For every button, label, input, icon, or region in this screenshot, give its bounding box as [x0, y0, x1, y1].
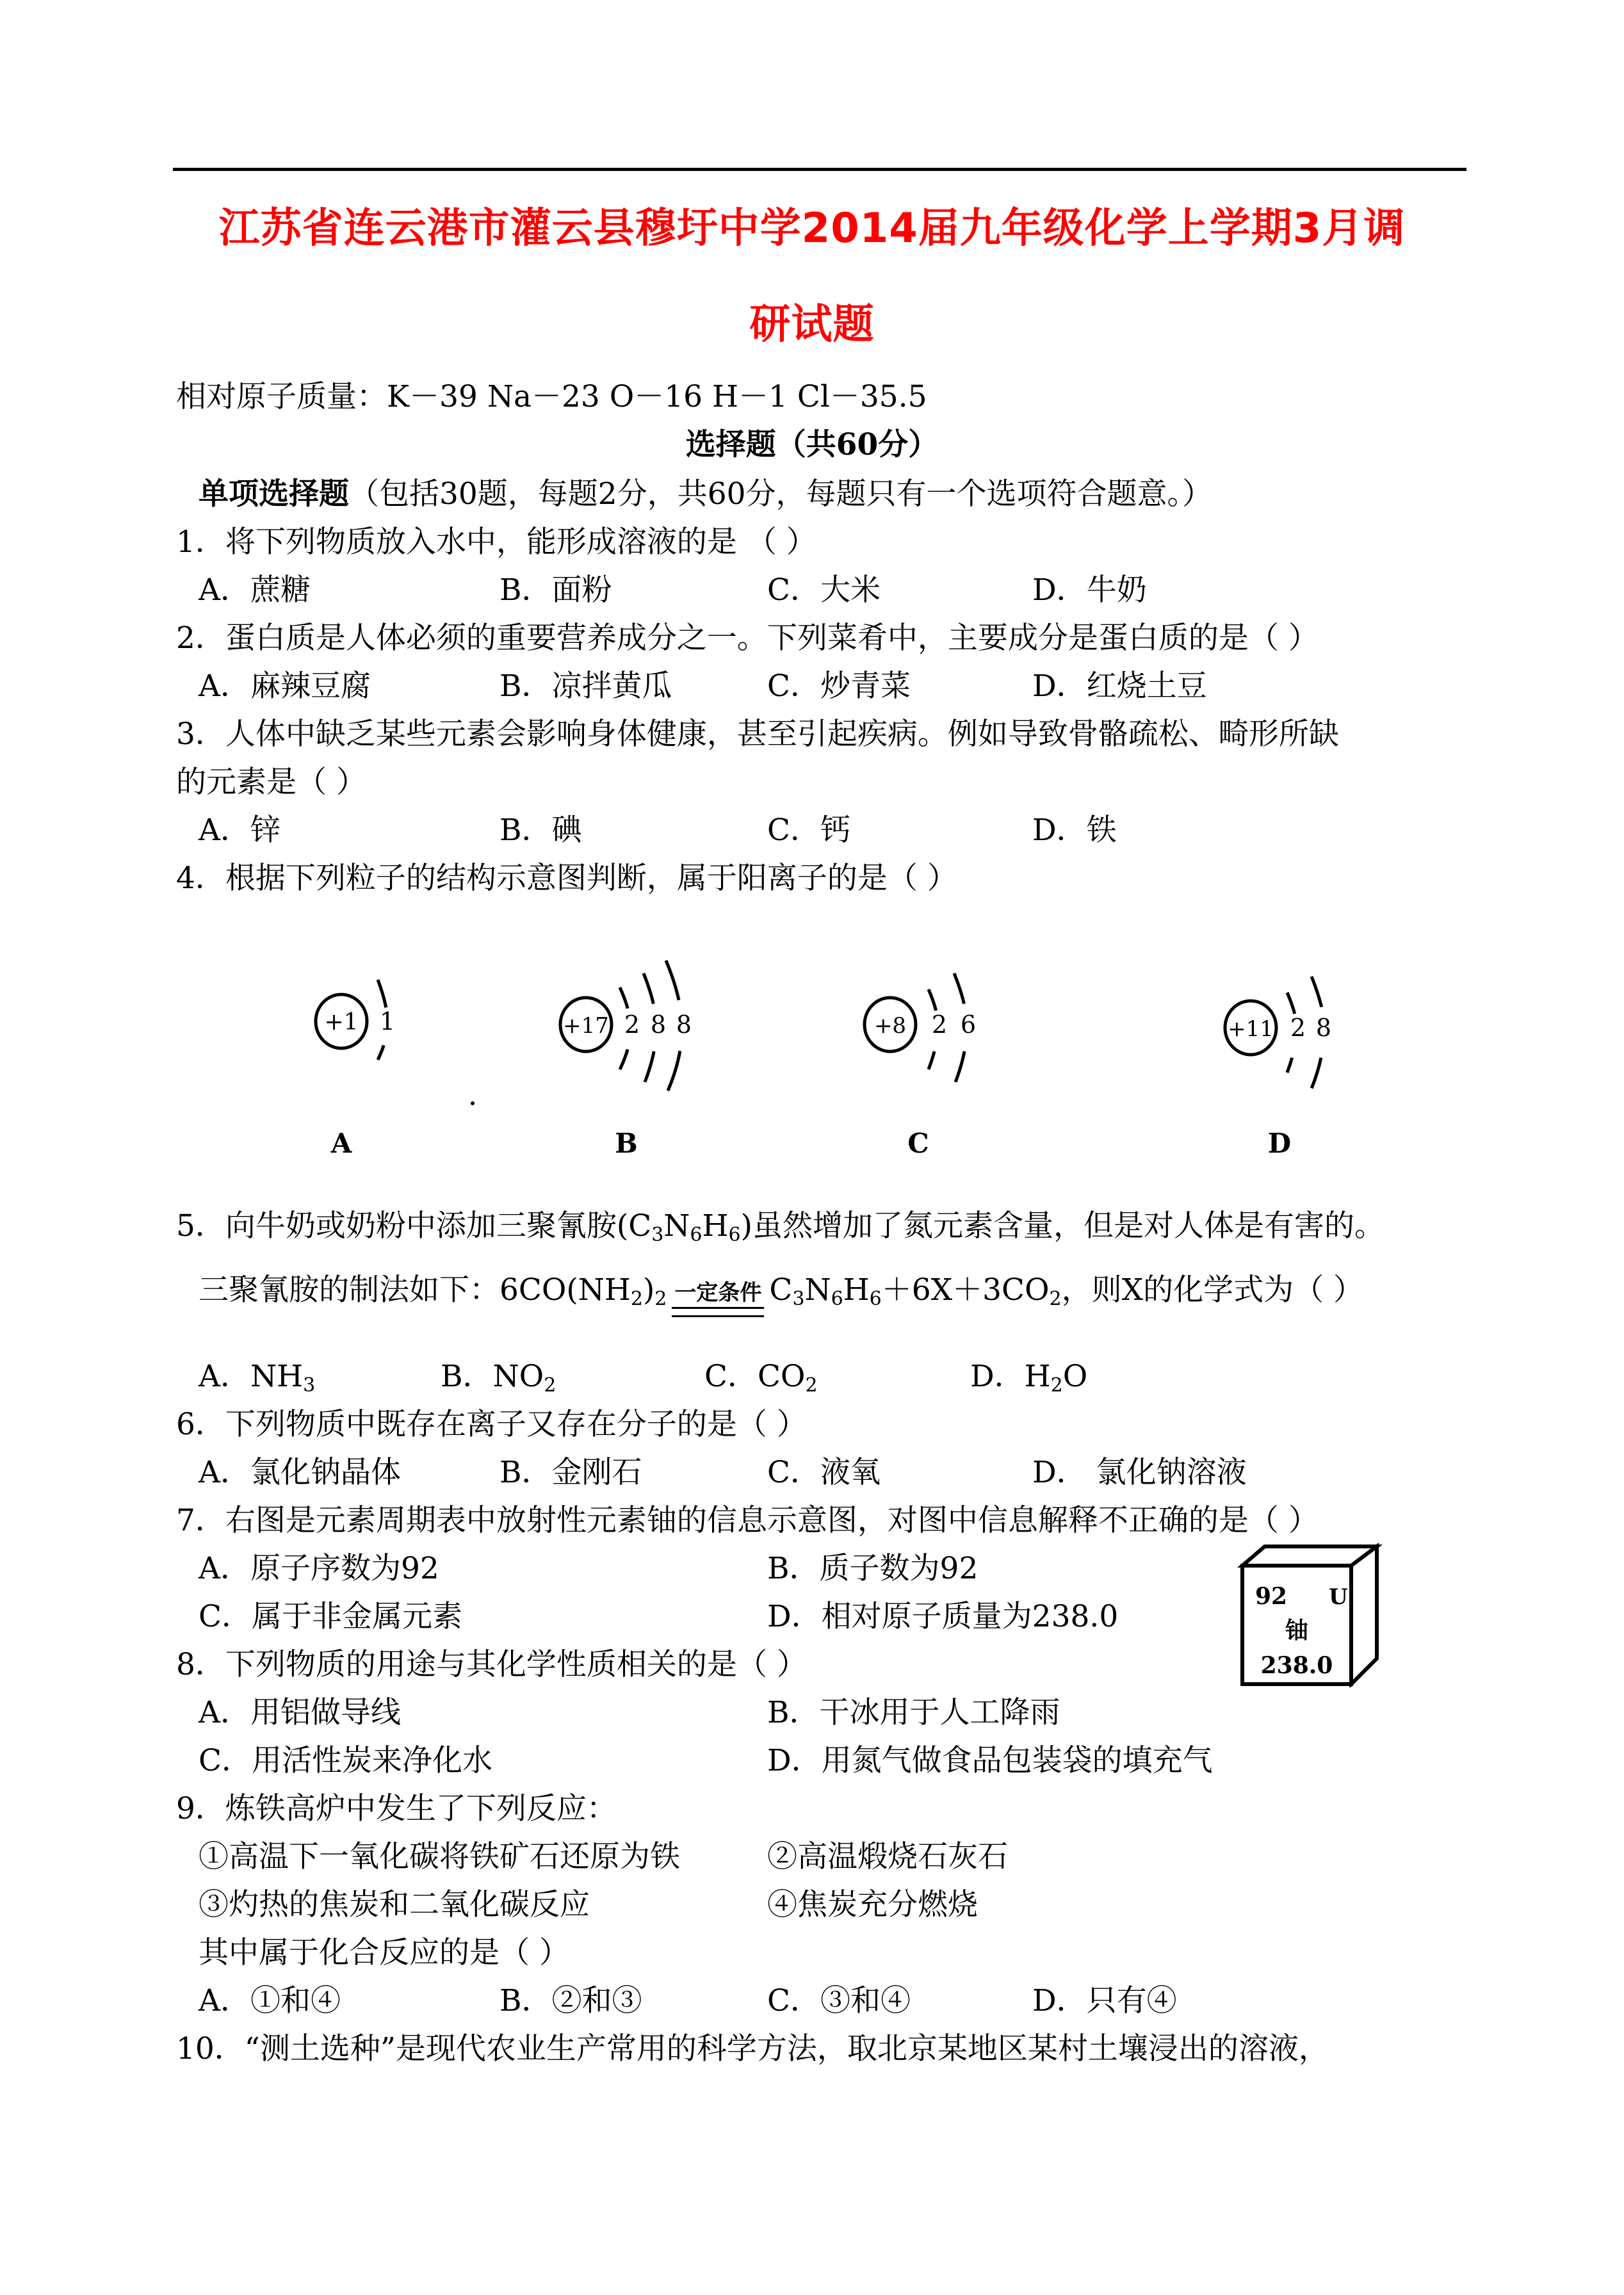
question-9-option-b: B．②和③	[499, 1983, 642, 2018]
nucleus-charge-c: +8	[873, 1013, 907, 1039]
question-1-option-b: B．面粉	[499, 572, 612, 608]
atomic-mass-reference: 相对原子质量：K－39 Na－23 O－16 H－1 Cl－35.5	[176, 379, 927, 414]
element-name: 铀	[1285, 1617, 1309, 1644]
nucleus-charge-d: +11	[1228, 1016, 1274, 1042]
shell-2-d: 8	[1315, 1014, 1332, 1042]
question-2-option-c: C．炒青菜	[767, 669, 911, 704]
question-5-option-a: A．$NH_3$	[199, 1359, 316, 1397]
question-9-option-c: C．③和④	[767, 1983, 911, 2018]
question-6-option-d: D． 氯化钠溶液	[1032, 1455, 1247, 1490]
page-title-line-1: 江苏省连云港市灌云县穆圩中学2014届九年级化学上学期3月调	[218, 205, 1406, 252]
question-6-option-b: B．金刚石	[499, 1455, 642, 1490]
section-label: 单项选择题	[199, 476, 349, 512]
question-3-option-d: D．铁	[1032, 813, 1117, 848]
question-7-option-c: C．属于非金属元素	[199, 1599, 462, 1634]
question-9-option-a: A．①和④	[199, 1983, 341, 2018]
question-7-option-b: B．质子数为92	[767, 1551, 978, 1586]
shell-2-c: 6	[960, 1010, 977, 1039]
question-3-option-b: B．碘	[499, 813, 582, 848]
question-2-option-b: B．凉拌黄瓜	[499, 669, 672, 704]
atom-diagram-b	[560, 961, 692, 1095]
header-rule	[173, 168, 1466, 171]
nucleus-charge-a: +1	[324, 1009, 359, 1035]
uranium-element-card	[1233, 1540, 1399, 1687]
shell-2-b: 8	[650, 1010, 667, 1039]
question-3-option-a: A．锌	[199, 813, 280, 848]
question-7-option-d: D．相对原子质量为238.0	[767, 1599, 1119, 1634]
question-6-option-c: C．液氧	[767, 1455, 881, 1490]
question-9-stem: 9．炼铁高炉中发生了下列反应：	[176, 1791, 617, 1826]
diagram-label-d: D	[1267, 1128, 1292, 1159]
question-8-stem: 8．下列物质的用途与其化学性质相关的是（ ）	[176, 1647, 807, 1682]
nucleus-charge-b: +17	[563, 1013, 609, 1039]
question-10-stem: 10．“测土选种”是现代农业生产常用的科学方法，取北京某地区某村土壤浸出的溶液，	[176, 2031, 1329, 2066]
question-5-option-b: B．$NO_2$	[441, 1359, 556, 1397]
question-9-option-d: D．只有④	[1032, 1983, 1177, 2018]
question-2-option-a: A．麻辣豆腐	[199, 669, 371, 704]
question-4-stem: 4．根据下列粒子的结构示意图判断，属于阳离子的是（ ）	[176, 861, 957, 896]
question-5-stem: 5．向牛奶或奶粉中添加三聚氰胺$(C_3N_6H_6)$虽然增加了氮元素含量，但是对人体是有害的。	[176, 1208, 1384, 1246]
shell-1-a: 1	[379, 1007, 396, 1035]
element-mass: 238.0	[1260, 1652, 1333, 1679]
question-5-option-c: C．$CO_2$	[704, 1359, 818, 1397]
question-8-option-a: A．用铝做导线	[199, 1695, 401, 1730]
atomic-structure-diagrams	[0, 916, 1624, 1185]
diagram-label-c: C	[907, 1128, 929, 1159]
shell-1-b: 2	[624, 1010, 640, 1039]
question-5-equation: 三聚氰胺的制法如下：$6CO(NH_2)_2$ 一定条件 $C_3N_6H_6+6X+3CO_2$，则X的化学式为（ ）	[199, 1271, 1363, 1312]
question-1-option-c: C．大米	[767, 572, 881, 608]
question-5-option-d: D．$H_2O$	[970, 1359, 1088, 1397]
question-2-stem: 2．蛋白质是人体必须的重要营养成分之一。下列菜肴中，主要成分是蛋白质的是（ ）	[176, 620, 1319, 656]
reaction-3: ③灼热的焦炭和二氧化碳反应	[199, 1887, 590, 1922]
diagram-label-b: B	[615, 1128, 638, 1159]
question-8-option-c: C．用活性炭来净化水	[199, 1743, 492, 1778]
diagram-label-a: A	[330, 1128, 352, 1159]
question-7-option-a: A．原子序数为92	[199, 1551, 439, 1586]
question-6-stem: 6．下列物质中既存在离子又存在分子的是（ ）	[176, 1407, 807, 1442]
reaction-4: ④焦炭充分燃烧	[767, 1887, 978, 1922]
question-6-option-a: A．氯化钠晶体	[199, 1455, 401, 1490]
section-title: 选择题（共60分）	[685, 427, 939, 462]
section-note: （包括30题，每题2分，共60分，每题只有一个选项符合题意。）	[349, 476, 1213, 512]
page-title-line-2: 研试题	[749, 301, 875, 348]
element-atomic-number: 92	[1255, 1583, 1288, 1610]
atom-diagram-d	[1225, 977, 1331, 1089]
question-3-stem: 3．人体中缺乏某些元素会影响身体健康，甚至引起疾病。例如导致骨骼疏松、畸形所缺	[176, 717, 1339, 752]
shell-1-d: 2	[1290, 1014, 1306, 1042]
shell-1-c: 2	[931, 1010, 948, 1039]
reaction-1: ①高温下一氧化碳将铁矿石还原为铁	[199, 1839, 680, 1874]
reaction-2: ②高温煅烧石灰石	[767, 1839, 1008, 1874]
atom-diagram-c	[865, 973, 976, 1085]
shell-3-b: 8	[676, 1010, 692, 1039]
reaction-condition: 一定条件	[672, 1274, 764, 1312]
question-8-option-d: D．用氮气做食品包装袋的填充气	[767, 1743, 1213, 1778]
question-1-option-d: D．牛奶	[1032, 572, 1147, 608]
question-1-option-a: A．蔗糖	[199, 572, 311, 608]
question-9-sub-stem: 其中属于化合反应的是（ ）	[199, 1935, 569, 1970]
atom-diagram-a	[316, 980, 475, 1105]
question-8-option-b: B．干冰用于人工降雨	[767, 1695, 1060, 1730]
question-3-option-c: C．钙	[767, 813, 850, 848]
question-7-stem: 7．右图是元素周期表中放射性元素铀的信息示意图，对图中信息解释不正确的是（ ）	[176, 1503, 1319, 1538]
section-instructions	[199, 475, 1212, 514]
element-symbol: U	[1329, 1584, 1348, 1610]
question-3-stem-continued: 的元素是（ ）	[176, 765, 366, 800]
question-2-option-d: D．红烧土豆	[1032, 669, 1207, 704]
question-1-stem: 1．将下列物质放入水中，能形成溶液的是 （ ）	[176, 524, 816, 560]
